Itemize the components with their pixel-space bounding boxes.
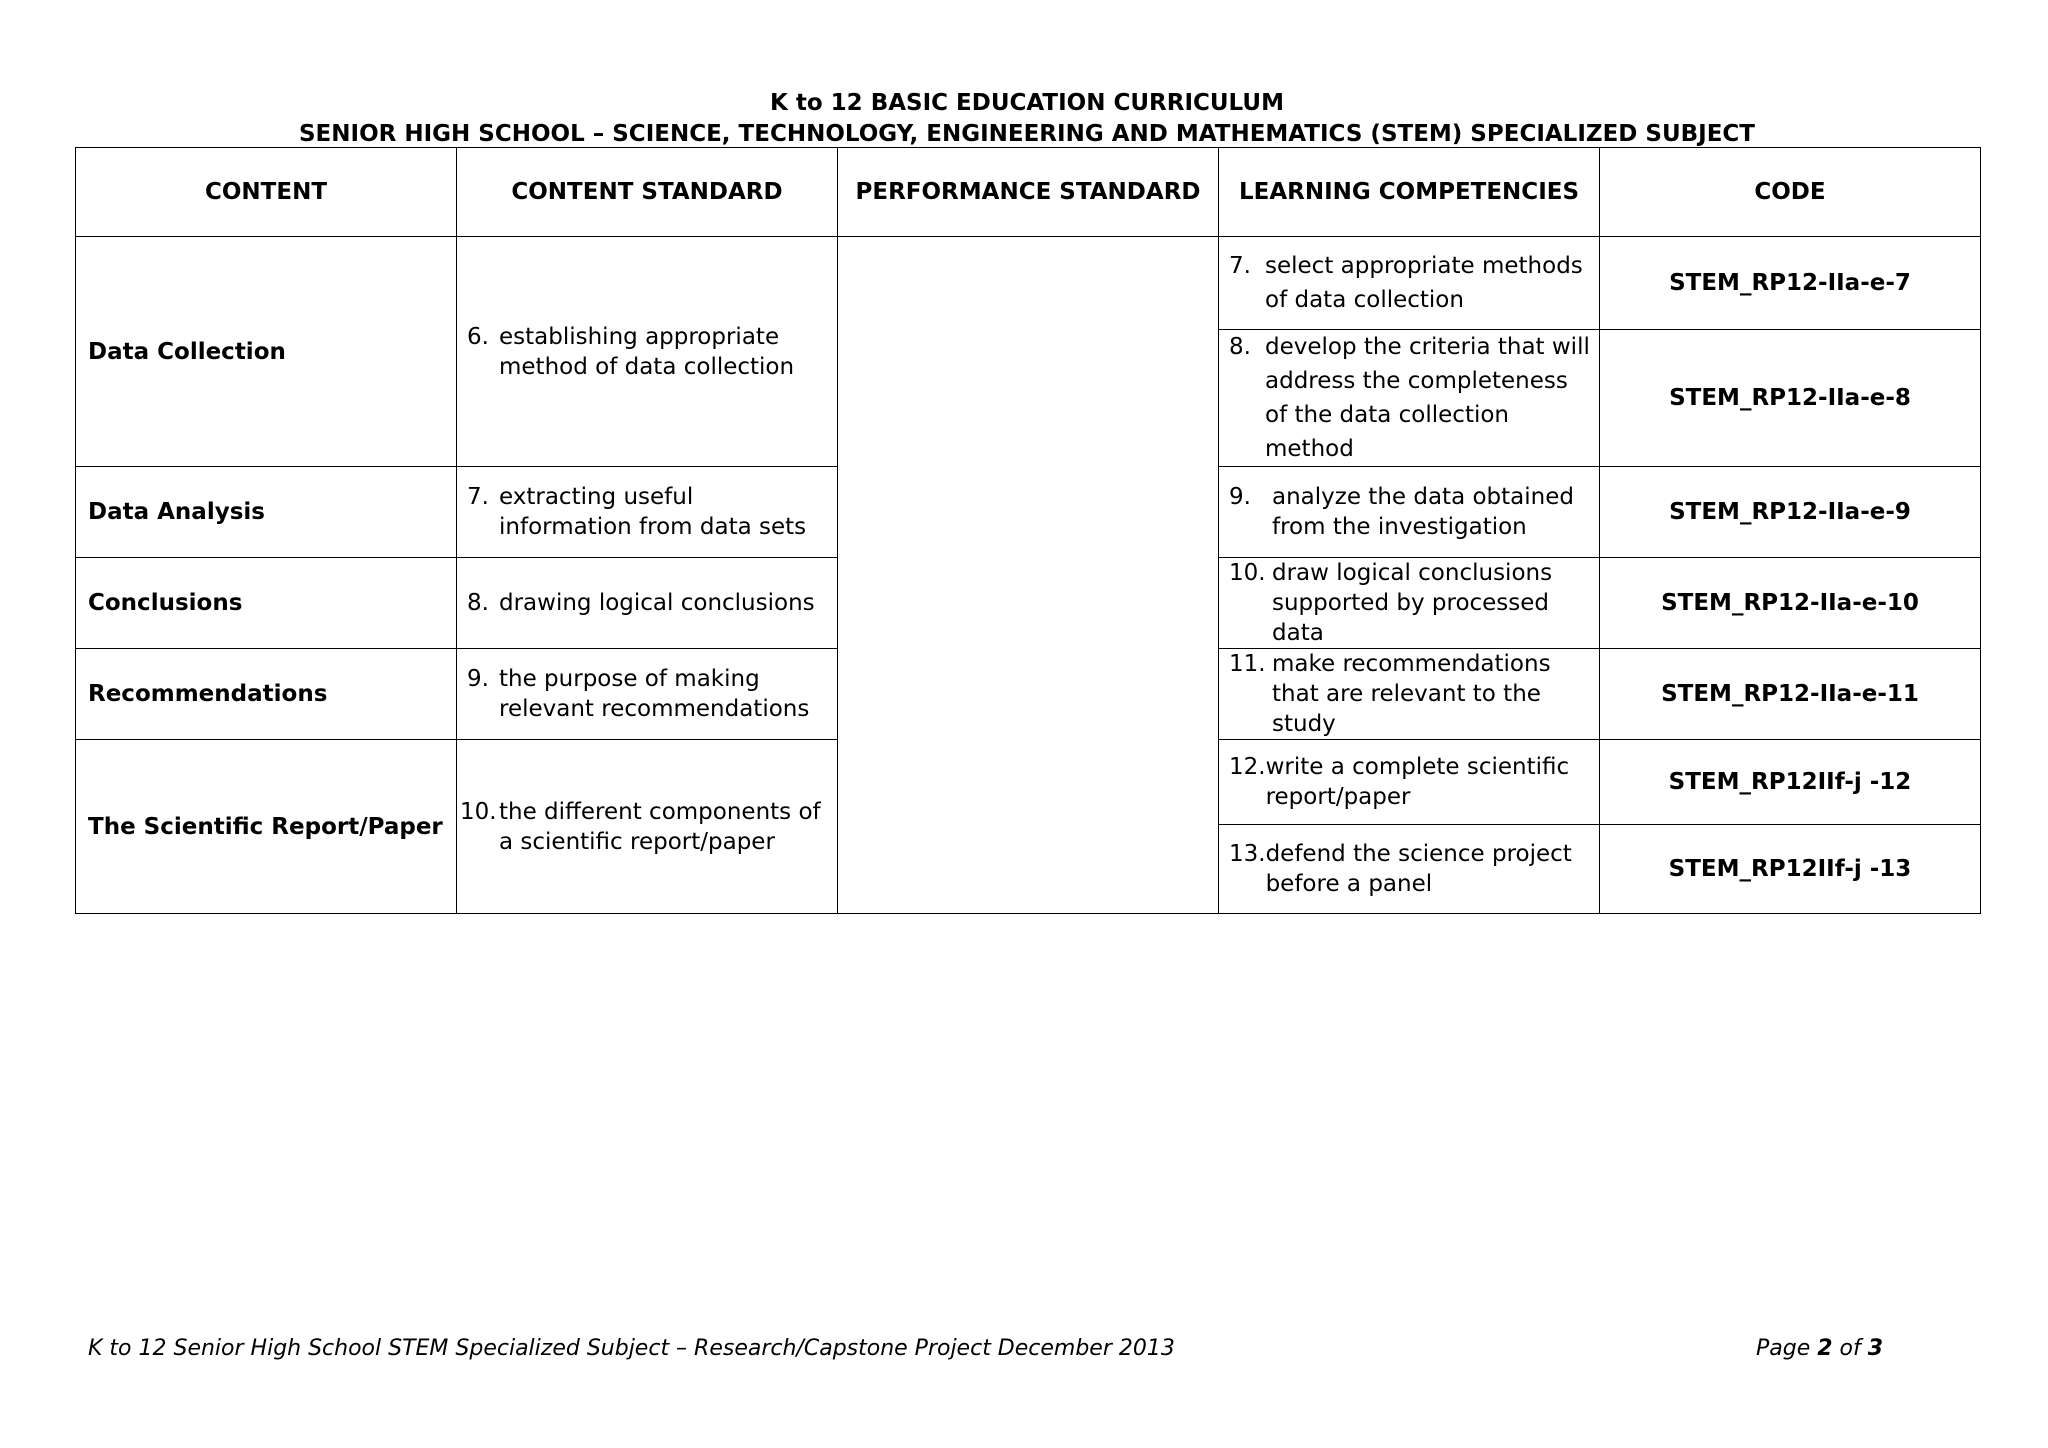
curriculum-table [75, 147, 1981, 914]
content-standard-item [457, 322, 837, 382]
item-text: extracting useful information from data sets [499, 484, 807, 540]
code-cell: STEM_RP12IIf-j -13 [1600, 825, 1981, 914]
item-text: establishing appropriate method of data collection [499, 323, 795, 380]
learning-competency-cell [1219, 237, 1600, 330]
learning-competency-cell [1219, 467, 1600, 558]
content-cell: Recommendations [76, 649, 457, 740]
learning-competency-cell [1219, 825, 1600, 914]
footer-document-title: K to 12 Senior High School STEM Specialized Subject – Research/Capstone Project December 2013 [88, 1336, 1175, 1361]
column-header-learning-competencies: LEARNING COMPETENCIES [1219, 148, 1600, 237]
page-total: 3 [1867, 1336, 1884, 1361]
performance-standard-cell [838, 237, 1219, 914]
learning-competency-item [1219, 558, 1599, 648]
page-of: of [1832, 1336, 1868, 1361]
item-number: 12. [1229, 754, 1266, 780]
content-cell: Data Collection [76, 237, 457, 467]
item-text: analyze the data obtained from the investigation [1272, 484, 1574, 540]
code-cell: STEM_RP12-IIa-e-7 [1600, 237, 1981, 330]
item-number: 8. [467, 590, 489, 616]
learning-competency-cell [1219, 330, 1600, 467]
content-cell: Conclusions [76, 558, 457, 649]
code-cell: STEM_RP12-IIa-e-8 [1600, 330, 1981, 467]
item-number: 10. [460, 798, 497, 825]
item-number: 6. [467, 323, 489, 350]
learning-competency-item [1219, 482, 1599, 542]
content-standard-cell [457, 740, 838, 914]
footer-page-number [1756, 1336, 1883, 1361]
item-number: 9. [1229, 484, 1251, 510]
content-cell: Data Analysis [76, 467, 457, 558]
column-header-performance-standard: PERFORMANCE STANDARD [838, 148, 1219, 237]
content-standard-item [457, 664, 837, 724]
item-text: develop the criteria that will address the completeness of the data collection method [1265, 334, 1590, 462]
column-header-content-standard: CONTENT STANDARD [457, 148, 838, 237]
learning-competency-item [1219, 249, 1599, 317]
content-standard-cell [457, 558, 838, 649]
item-text: drawing logical conclusions [499, 590, 815, 616]
item-number: 10. [1229, 560, 1266, 586]
header-subtitle: SENIOR HIGH SCHOOL – SCIENCE, TECHNOLOGY, ENGINEERING AND MATHEMATICS (STEM) SPECIALIZED SUBJECT [298, 121, 1755, 147]
column-header-content: CONTENT [76, 148, 457, 237]
learning-competency-item [1219, 330, 1599, 466]
learning-competency-cell [1219, 649, 1600, 740]
code-cell: STEM_RP12-IIa-e-11 [1600, 649, 1981, 740]
code-cell: STEM_RP12IIf-j -12 [1600, 740, 1981, 825]
content-standard-cell [457, 649, 838, 740]
page-current: 2 [1817, 1336, 1833, 1361]
code-cell: STEM_RP12-IIa-e-10 [1600, 558, 1981, 649]
item-number: 7. [1229, 253, 1251, 279]
table-header-row [76, 148, 1981, 237]
learning-competency-item [1219, 752, 1599, 812]
document-header [75, 88, 1979, 150]
item-number: 7. [467, 484, 489, 510]
item-text: make recommendations that are relevant to the study [1272, 651, 1551, 737]
item-text: defend the science project before a panel [1265, 841, 1572, 897]
item-number: 8. [1229, 334, 1251, 360]
learning-competency-item [1219, 649, 1599, 739]
item-text: draw logical conclusions supported by processed data [1272, 560, 1553, 646]
item-number: 11. [1229, 651, 1266, 677]
header-title: K to 12 BASIC EDUCATION CURRICULUM [770, 90, 1284, 116]
content-standard-item [457, 482, 837, 542]
page-prefix: Page [1756, 1336, 1818, 1361]
learning-competency-cell [1219, 740, 1600, 825]
learning-competency-item [1219, 839, 1599, 899]
item-number: 13. [1229, 841, 1266, 867]
content-standard-cell [457, 467, 838, 558]
content-standard-item [457, 797, 837, 857]
item-number: 9. [467, 666, 489, 692]
item-text: select appropriate methods of data collection [1265, 253, 1583, 313]
item-text: the different components of a scientific report/paper [499, 798, 821, 855]
content-standard-item [457, 588, 837, 618]
item-text: write a complete scientific report/paper [1265, 754, 1570, 810]
content-cell: The Scientific Report/Paper [76, 740, 457, 914]
code-cell: STEM_RP12-IIa-e-9 [1600, 467, 1981, 558]
content-standard-cell [457, 237, 838, 467]
learning-competency-cell [1219, 558, 1600, 649]
table-row [76, 237, 1981, 330]
column-header-code: CODE [1600, 148, 1981, 237]
item-text: the purpose of making relevant recommendations [499, 666, 810, 722]
